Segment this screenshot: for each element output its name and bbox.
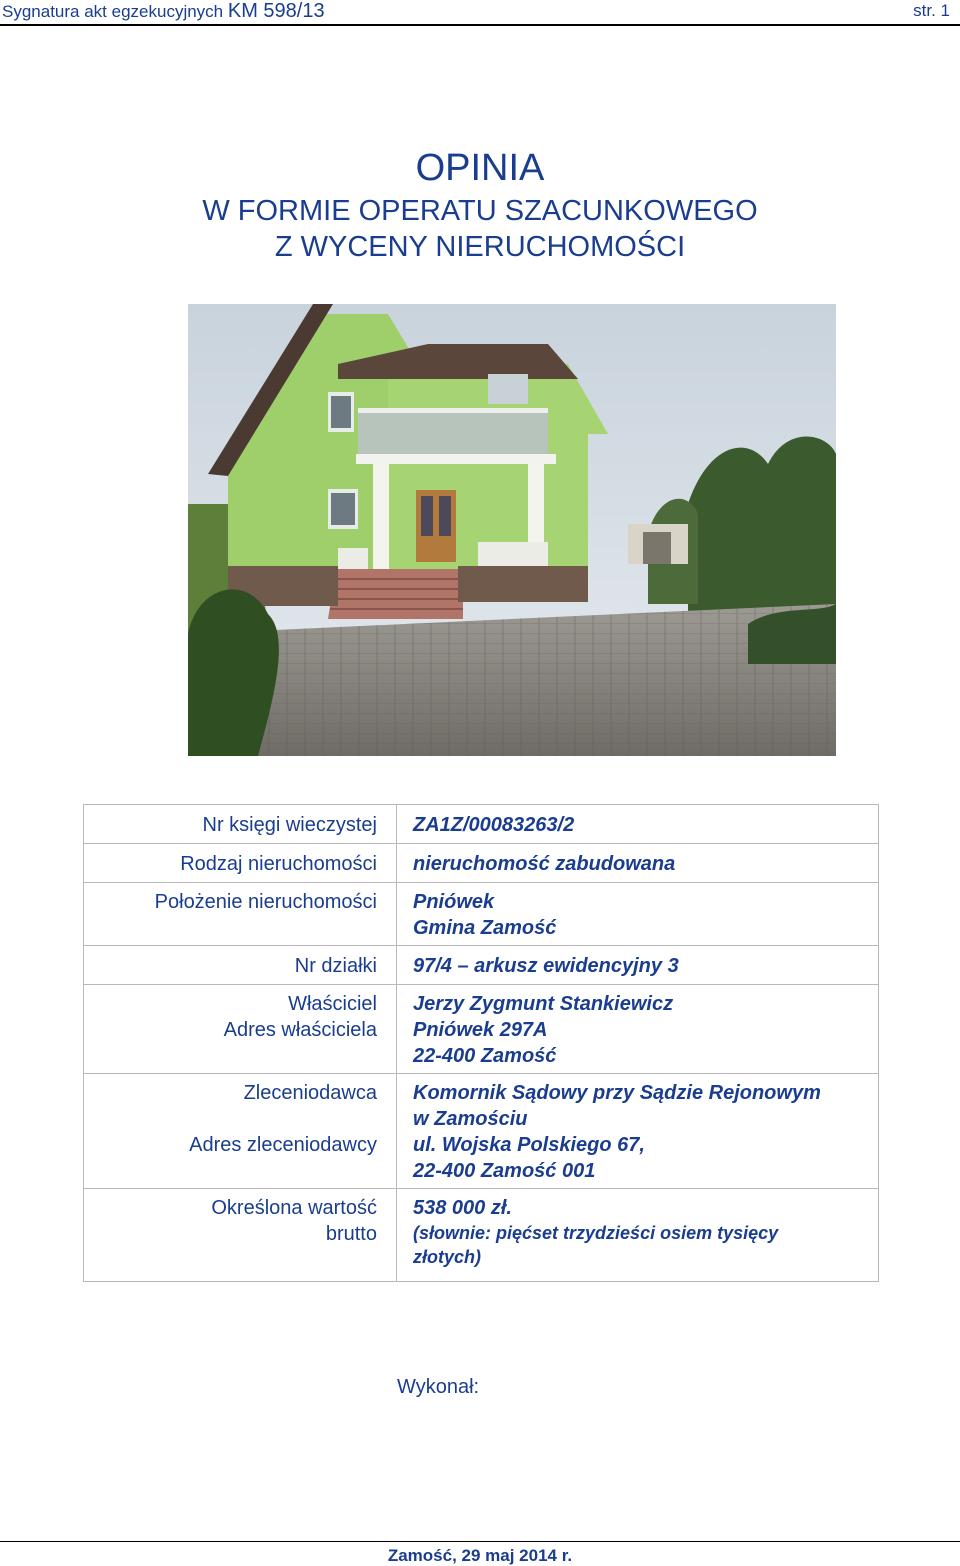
- client-address-label: Adres zleceniodawcy: [189, 1134, 377, 1156]
- table-row: [84, 946, 879, 985]
- kw-value: ZA1Z/00083263/2: [397, 805, 879, 844]
- location-label: Położenie nieruchomości: [84, 883, 397, 946]
- case-signature: [2, 0, 325, 23]
- table-row: [84, 985, 879, 1074]
- table-row: [84, 844, 879, 883]
- owner-labels: [84, 985, 397, 1074]
- value-label-line-1: Określona wartość: [211, 1197, 377, 1219]
- location-line-2: Gmina Zamość: [413, 917, 557, 939]
- table-row: [84, 1074, 879, 1189]
- plot-value: 97/4 – arkusz ewidencyjny 3: [397, 946, 879, 985]
- location-value: [397, 883, 879, 946]
- location-line-1: Pniówek: [413, 891, 495, 913]
- value-labels: [84, 1189, 397, 1282]
- kw-label: Nr księgi wieczystej: [84, 805, 397, 844]
- owner-value: [397, 985, 879, 1074]
- owner-address-line-2: 22-400 Zamość: [413, 1045, 557, 1067]
- value-words-line-1: (słownie: pięćset trzydzieści osiem tysięcy: [413, 1223, 779, 1243]
- value-amount: 538 000 zł.: [413, 1197, 512, 1219]
- client-line-3: ul. Wojska Polskiego 67,: [413, 1134, 645, 1156]
- value-words-line-2: złotych): [413, 1247, 482, 1267]
- owner-label: Właściciel: [288, 993, 377, 1015]
- table-row: [84, 805, 879, 844]
- client-label: Zleceniodawca: [243, 1082, 377, 1104]
- client-line-4: 22-400 Zamość 001: [413, 1160, 596, 1182]
- client-labels: [84, 1074, 397, 1189]
- property-type-value: nieruchomość zabudowana: [397, 844, 879, 883]
- property-type-label: Rodzaj nieruchomości: [84, 844, 397, 883]
- owner-address-line-1: Pniówek 297A: [413, 1019, 548, 1041]
- owner-address-label: Adres właściciela: [223, 1019, 377, 1041]
- value-label-line-2: brutto: [325, 1223, 377, 1245]
- valuation-summary-table: [83, 804, 879, 1282]
- owner-name: Jerzy Zygmunt Stankiewicz: [413, 993, 674, 1015]
- document-subtitle-1: W FORMIE OPERATU SZACUNKOWEGO: [202, 195, 758, 227]
- client-line-2: w Zamościu: [413, 1108, 528, 1130]
- document-subtitle-2: Z WYCENY NIERUCHOMOŚCI: [274, 231, 686, 263]
- table-row: [84, 1189, 879, 1282]
- footer-place-date: Zamość, 29 maj 2014 r.: [387, 1546, 573, 1565]
- signature-value: KM 598/13: [227, 0, 325, 22]
- property-photo: [188, 304, 836, 756]
- plot-label: Nr działki: [84, 946, 397, 985]
- prepared-by-label: Wykonał:: [397, 1376, 480, 1398]
- page-header: [0, 0, 960, 26]
- table-row: [84, 883, 879, 946]
- page-number: str. 1: [913, 1, 950, 20]
- document-title: OPINIA: [415, 147, 545, 189]
- value-value: [397, 1189, 879, 1282]
- signature-label: Sygnatura akt egzekucyjnych: [2, 2, 224, 21]
- footer-divider: [0, 1541, 960, 1542]
- client-value: [397, 1074, 879, 1189]
- client-line-1: Komornik Sądowy przy Sądzie Rejonowym: [413, 1082, 821, 1104]
